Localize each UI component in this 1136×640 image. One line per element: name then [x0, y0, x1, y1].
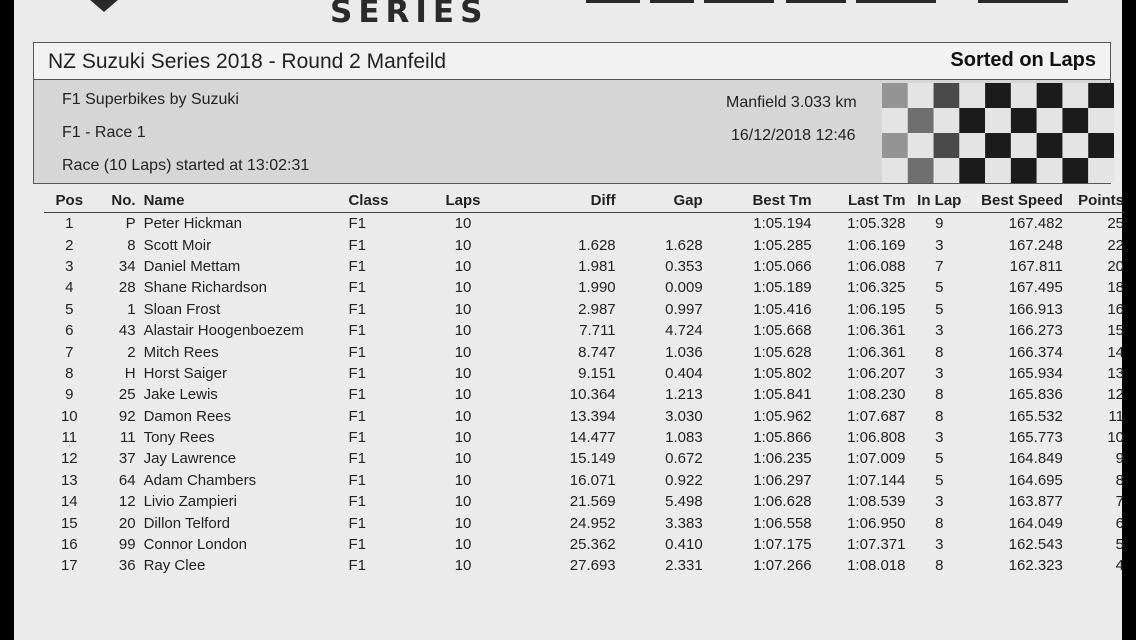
- pos-cell: 7: [65, 343, 74, 361]
- last-time-cell: 1:06.361: [847, 343, 906, 361]
- points-cell: 16: [1107, 300, 1124, 318]
- pos-cell: 5: [65, 300, 74, 318]
- rider-name-cell: Ray Clee: [143, 557, 206, 575]
- checker-square: [1062, 158, 1088, 183]
- checker-square: [1037, 108, 1063, 133]
- table-header-row: [44, 190, 1124, 213]
- in-lap-cell: 9: [935, 215, 944, 233]
- best-speed-cell: 164.849: [1008, 450, 1063, 468]
- logo-chevron-icon: [74, 0, 134, 12]
- class-cell: F1: [348, 493, 366, 511]
- gap-cell: 1.083: [665, 429, 703, 447]
- class-cell: F1: [348, 215, 366, 233]
- pos-cell: 12: [60, 450, 78, 468]
- laps-cell: 10: [454, 257, 472, 275]
- last-time-cell: 1:08.230: [847, 386, 906, 404]
- checker-square: [882, 133, 908, 158]
- class-cell: F1: [348, 279, 366, 297]
- class-cell: F1: [348, 386, 366, 404]
- start-info: Race (10 Laps) started at 13:02:31: [62, 157, 310, 174]
- class-cell: F1: [348, 300, 366, 318]
- checker-square: [985, 108, 1011, 133]
- in-lap-cell: 5: [935, 300, 944, 318]
- table-row: [44, 256, 1124, 277]
- checker-square: [882, 108, 908, 133]
- in-lap-cell: 3: [935, 536, 944, 554]
- checker-square: [985, 158, 1011, 183]
- best-speed-cell: 166.273: [1008, 322, 1063, 340]
- gap-cell: [616, 213, 703, 235]
- last-time-cell: 1:06.088: [847, 257, 906, 275]
- number-cell: 2: [127, 343, 136, 361]
- table-row: [44, 341, 1124, 362]
- pos-cell: 14: [60, 493, 78, 511]
- in-lap-cell: 5: [935, 279, 944, 297]
- last-time-cell: 1:08.539: [847, 493, 906, 511]
- checker-square: [934, 108, 960, 133]
- pos-cell: 17: [60, 557, 78, 575]
- checker-square: [908, 83, 934, 108]
- rider-name-cell: Alastair Hoogenboezem: [143, 322, 304, 340]
- in-lap-cell: 8: [935, 514, 944, 532]
- class-cell: F1: [348, 257, 366, 275]
- best-speed-cell: 165.532: [1008, 407, 1063, 425]
- table-row: [44, 277, 1124, 298]
- diff-cell: 16.071: [569, 471, 616, 489]
- best-time-cell: 1:05.962: [753, 407, 812, 425]
- best-speed-cell: 167.248: [1008, 236, 1063, 254]
- diff-cell: 2.987: [578, 300, 616, 318]
- table-row: [44, 320, 1124, 341]
- pos-cell: 9: [65, 386, 74, 404]
- series-word: SERIES: [330, 0, 489, 30]
- number-cell: 92: [118, 407, 136, 425]
- rider-name-cell: Horst Saiger: [143, 364, 227, 382]
- gap-cell: 2.331: [665, 557, 703, 575]
- checker-square: [1062, 83, 1088, 108]
- in-lap-cell: 8: [935, 343, 944, 361]
- results-table: [44, 190, 1124, 577]
- gap-cell: 0.672: [665, 450, 703, 468]
- checker-square: [934, 158, 960, 183]
- in-lap-cell: 3: [935, 322, 944, 340]
- gap-cell: 0.404: [665, 364, 703, 382]
- checker-square: [959, 133, 985, 158]
- best-time-cell: 1:05.841: [753, 386, 812, 404]
- gap-cell: 5.498: [665, 493, 703, 511]
- number-cell: 11: [120, 429, 136, 447]
- points-cell: 13: [1107, 364, 1124, 382]
- col-points: Points: [1063, 190, 1124, 213]
- laps-cell: 10: [454, 471, 472, 489]
- cropped-banner-graphic: [586, 0, 1066, 5]
- in-lap-cell: 8: [935, 386, 944, 404]
- checker-square: [908, 108, 934, 133]
- last-time-cell: 1:06.195: [847, 300, 906, 318]
- pos-cell: 3: [65, 257, 74, 275]
- table-row: [44, 406, 1124, 427]
- class-cell: F1: [348, 364, 366, 382]
- gap-cell: 4.724: [665, 322, 703, 340]
- col-diff: Diff: [509, 190, 615, 213]
- best-time-cell: 1:05.802: [753, 364, 812, 382]
- best-speed-cell: 162.323: [1008, 557, 1063, 575]
- class-cell: F1: [348, 450, 366, 468]
- class-cell: F1: [348, 514, 366, 532]
- number-cell: 43: [118, 322, 136, 340]
- diff-cell: 1.990: [578, 279, 616, 297]
- col-last-tm: Last Tm: [812, 190, 906, 213]
- class-cell: F1: [348, 557, 366, 575]
- class-cell: F1: [348, 407, 366, 425]
- col-no: No.: [95, 190, 144, 213]
- checker-square: [985, 83, 1011, 108]
- number-cell: 37: [118, 450, 136, 468]
- number-cell: 64: [118, 471, 136, 489]
- diff-cell: 8.747: [578, 343, 616, 361]
- col-class: Class: [334, 190, 416, 213]
- number-cell: 34: [118, 257, 136, 275]
- laps-cell: 10: [454, 322, 472, 340]
- points-cell: 5: [1115, 536, 1124, 554]
- points-cell: 7: [1115, 493, 1124, 511]
- laps-cell: 10: [454, 407, 472, 425]
- gap-cell: 0.353: [665, 257, 703, 275]
- col-gap: Gap: [616, 190, 703, 213]
- gap-cell: 1.213: [665, 386, 703, 404]
- rider-name-cell: Connor London: [143, 536, 248, 554]
- best-time-cell: 1:06.558: [753, 514, 812, 532]
- in-lap-cell: 3: [935, 364, 944, 382]
- points-cell: 8: [1115, 471, 1124, 489]
- table-row: [44, 299, 1124, 320]
- last-time-cell: 1:05.328: [847, 215, 906, 233]
- last-time-cell: 1:07.009: [847, 450, 906, 468]
- results-sheet: [14, 0, 1122, 640]
- pos-cell: 16: [60, 536, 78, 554]
- gap-cell: 0.997: [665, 300, 703, 318]
- pos-cell: 2: [65, 236, 74, 254]
- rider-name-cell: Jay Lawrence: [143, 450, 237, 468]
- checker-square: [934, 133, 960, 158]
- checkered-flag-icon: [882, 83, 1114, 183]
- points-cell: 14: [1107, 343, 1124, 361]
- laps-cell: 10: [454, 364, 472, 382]
- rider-name-cell: Dillon Telford: [143, 514, 231, 532]
- checker-square: [1011, 158, 1037, 183]
- pos-cell: 8: [65, 364, 74, 382]
- rider-name-cell: Damon Rees: [143, 407, 232, 425]
- checker-square: [1088, 83, 1114, 108]
- best-time-cell: 1:05.285: [753, 236, 812, 254]
- class-cell: F1: [348, 343, 366, 361]
- best-speed-cell: 164.049: [1008, 514, 1063, 532]
- diff-cell: 10.364: [569, 386, 616, 404]
- diff-cell: 24.952: [569, 514, 616, 532]
- number-cell: 25: [118, 386, 136, 404]
- table-row: [44, 363, 1124, 384]
- table-row: [44, 555, 1124, 576]
- last-time-cell: 1:06.169: [847, 236, 906, 254]
- checker-square: [959, 108, 985, 133]
- laps-cell: 10: [454, 300, 472, 318]
- table-row: [44, 491, 1124, 512]
- rider-name-cell: Peter Hickman: [143, 215, 242, 233]
- best-speed-cell: 163.877: [1008, 493, 1063, 511]
- class-cell: F1: [348, 471, 366, 489]
- laps-cell: 10: [454, 279, 472, 297]
- laps-cell: 10: [454, 536, 472, 554]
- gap-cell: 1.628: [665, 236, 703, 254]
- best-time-cell: 1:05.866: [753, 429, 812, 447]
- gap-cell: 3.030: [665, 407, 703, 425]
- best-time-cell: 1:05.066: [753, 257, 812, 275]
- checker-square: [934, 83, 960, 108]
- checker-square: [959, 83, 985, 108]
- best-speed-cell: 165.836: [1008, 386, 1063, 404]
- checker-square: [1011, 108, 1037, 133]
- last-time-cell: 1:07.144: [847, 471, 906, 489]
- in-lap-cell: 3: [935, 493, 944, 511]
- points-cell: 9: [1115, 450, 1124, 468]
- in-lap-cell: 3: [935, 236, 944, 254]
- diff-cell: 1.628: [578, 236, 616, 254]
- best-time-cell: 1:05.189: [753, 279, 812, 297]
- best-speed-cell: 165.773: [1008, 429, 1063, 447]
- number-cell: 1: [127, 300, 136, 318]
- in-lap-cell: 8: [935, 557, 944, 575]
- laps-cell: 10: [454, 215, 472, 233]
- category-label: F1 Superbikes by Suzuki: [62, 91, 239, 108]
- laps-cell: 10: [454, 557, 472, 575]
- table-row: [44, 213, 1124, 235]
- checker-square: [882, 158, 908, 183]
- track-info: Manfield 3.033 km: [726, 94, 857, 111]
- table-row: [44, 384, 1124, 405]
- laps-cell: 10: [454, 450, 472, 468]
- pos-cell: 13: [60, 471, 78, 489]
- number-cell: 36: [118, 557, 136, 575]
- gap-cell: 3.383: [665, 514, 703, 532]
- best-time-cell: 1:05.194: [753, 215, 812, 233]
- diff-cell: 15.149: [569, 450, 616, 468]
- best-time-cell: 1:06.297: [753, 471, 812, 489]
- points-cell: 20: [1107, 257, 1124, 275]
- col-name: Name: [144, 190, 335, 213]
- checker-square: [985, 133, 1011, 158]
- table-row: [44, 448, 1124, 469]
- best-time-cell: 1:05.416: [753, 300, 812, 318]
- best-time-cell: 1:05.668: [753, 322, 812, 340]
- event-title: NZ Suzuki Series 2018 - Round 2 Manfeild: [48, 50, 447, 73]
- table-row: [44, 512, 1124, 533]
- col-in-lap: In Lap: [905, 190, 973, 213]
- last-time-cell: 1:06.207: [847, 364, 906, 382]
- last-time-cell: 1:06.325: [847, 279, 906, 297]
- pos-cell: 6: [65, 322, 74, 340]
- diff-cell: 13.394: [569, 407, 616, 425]
- best-speed-cell: 164.695: [1008, 471, 1063, 489]
- number-cell: 12: [118, 493, 136, 511]
- laps-cell: 10: [454, 343, 472, 361]
- class-cell: F1: [348, 429, 366, 447]
- points-cell: 25: [1107, 215, 1124, 233]
- checker-square: [1037, 158, 1063, 183]
- checker-square: [1011, 83, 1037, 108]
- number-cell: 99: [118, 536, 136, 554]
- rider-name-cell: Mitch Rees: [143, 343, 219, 361]
- table-row: [44, 427, 1124, 448]
- laps-cell: 10: [454, 514, 472, 532]
- in-lap-cell: 3: [935, 429, 944, 447]
- checker-square: [1062, 108, 1088, 133]
- points-cell: 4: [1115, 557, 1124, 575]
- race-datetime: 16/12/2018 12:46: [731, 127, 856, 144]
- best-speed-cell: 165.934: [1008, 364, 1063, 382]
- points-cell: 18: [1107, 279, 1124, 297]
- best-speed-cell: 167.495: [1008, 279, 1063, 297]
- points-cell: 6: [1115, 514, 1124, 532]
- number-cell: P: [125, 215, 136, 233]
- checker-square: [1088, 133, 1114, 158]
- checker-square: [1062, 133, 1088, 158]
- table-row: [44, 534, 1124, 555]
- table-row: [44, 470, 1124, 491]
- results-body: [44, 213, 1124, 577]
- gap-cell: 1.036: [665, 343, 703, 361]
- gap-cell: 0.410: [665, 536, 703, 554]
- last-time-cell: 1:06.808: [847, 429, 906, 447]
- checker-square: [1088, 108, 1114, 133]
- last-time-cell: 1:06.361: [847, 322, 906, 340]
- best-time-cell: 1:07.266: [753, 557, 812, 575]
- best-speed-cell: 167.811: [1009, 257, 1063, 275]
- number-cell: H: [124, 364, 136, 382]
- gap-cell: 0.009: [665, 279, 703, 297]
- laps-cell: 10: [454, 493, 472, 511]
- checker-square: [1037, 83, 1063, 108]
- points-cell: 11: [1108, 407, 1124, 425]
- best-time-cell: 1:06.235: [753, 450, 812, 468]
- rider-name-cell: Daniel Mettam: [143, 257, 241, 275]
- gap-cell: 0.922: [665, 471, 703, 489]
- col-laps: Laps: [417, 190, 510, 213]
- pos-cell: 1: [65, 215, 74, 233]
- best-time-cell: 1:06.628: [753, 493, 812, 511]
- diff-cell: 21.569: [569, 493, 616, 511]
- col-pos: Pos: [44, 190, 95, 213]
- checker-square: [882, 83, 908, 108]
- pos-cell: 15: [60, 514, 78, 532]
- diff-cell: 1.981: [578, 257, 616, 275]
- banner-cropped-text: [586, 0, 1066, 14]
- pos-cell: 11: [61, 429, 78, 447]
- laps-cell: 10: [454, 386, 472, 404]
- last-time-cell: 1:08.018: [847, 557, 906, 575]
- last-time-cell: 1:07.371: [847, 536, 906, 554]
- in-lap-cell: 7: [935, 257, 944, 275]
- in-lap-cell: 5: [935, 471, 944, 489]
- best-speed-cell: 162.543: [1008, 536, 1063, 554]
- sort-label: Sorted on Laps: [950, 49, 1096, 71]
- pos-cell: 4: [65, 279, 74, 297]
- series-banner: [14, 0, 1122, 40]
- in-lap-cell: 5: [935, 450, 944, 468]
- pos-cell: 10: [60, 407, 78, 425]
- number-cell: 20: [118, 514, 136, 532]
- checker-square: [959, 158, 985, 183]
- checker-square: [1088, 158, 1114, 183]
- diff-cell: 25.362: [569, 536, 616, 554]
- diff-cell: [509, 213, 615, 235]
- points-cell: 15: [1107, 322, 1124, 340]
- points-cell: 10: [1107, 429, 1124, 447]
- laps-cell: 10: [454, 429, 472, 447]
- best-speed-cell: 166.913: [1008, 300, 1063, 318]
- last-time-cell: 1:06.950: [847, 514, 906, 532]
- best-speed-cell: 167.482: [1008, 215, 1063, 233]
- last-time-cell: 1:07.687: [847, 407, 906, 425]
- race-label: F1 - Race 1: [62, 124, 146, 141]
- checker-square: [908, 158, 934, 183]
- col-best-speed: Best Speed: [973, 190, 1063, 213]
- diff-cell: 27.693: [569, 557, 616, 575]
- diff-cell: 9.151: [578, 364, 616, 382]
- class-cell: F1: [348, 322, 366, 340]
- rider-name-cell: Scott Moir: [143, 236, 212, 254]
- class-cell: F1: [348, 536, 366, 554]
- number-cell: 8: [127, 236, 136, 254]
- class-cell: F1: [348, 236, 366, 254]
- points-cell: 22: [1107, 236, 1124, 254]
- checker-square: [1011, 133, 1037, 158]
- best-time-cell: 1:05.628: [753, 343, 812, 361]
- rider-name-cell: Shane Richardson: [143, 279, 268, 297]
- diff-cell: 14.477: [569, 429, 616, 447]
- rider-name-cell: Jake Lewis: [143, 386, 218, 404]
- title-bar: [34, 43, 1110, 80]
- best-speed-cell: 166.374: [1008, 343, 1063, 361]
- rider-name-cell: Adam Chambers: [143, 471, 257, 489]
- laps-cell: 10: [454, 236, 472, 254]
- rider-name-cell: Livio Zampieri: [143, 493, 237, 511]
- best-time-cell: 1:07.175: [753, 536, 812, 554]
- event-header-frame: [33, 42, 1111, 184]
- diff-cell: 7.711: [579, 322, 616, 340]
- checker-square: [1037, 133, 1063, 158]
- checker-square: [908, 133, 934, 158]
- points-cell: 12: [1107, 386, 1124, 404]
- number-cell: 28: [118, 279, 136, 297]
- rider-name-cell: Tony Rees: [143, 429, 215, 447]
- rider-name-cell: Sloan Frost: [143, 300, 221, 318]
- in-lap-cell: 8: [935, 407, 944, 425]
- table-row: [44, 234, 1124, 255]
- col-best-tm: Best Tm: [703, 190, 812, 213]
